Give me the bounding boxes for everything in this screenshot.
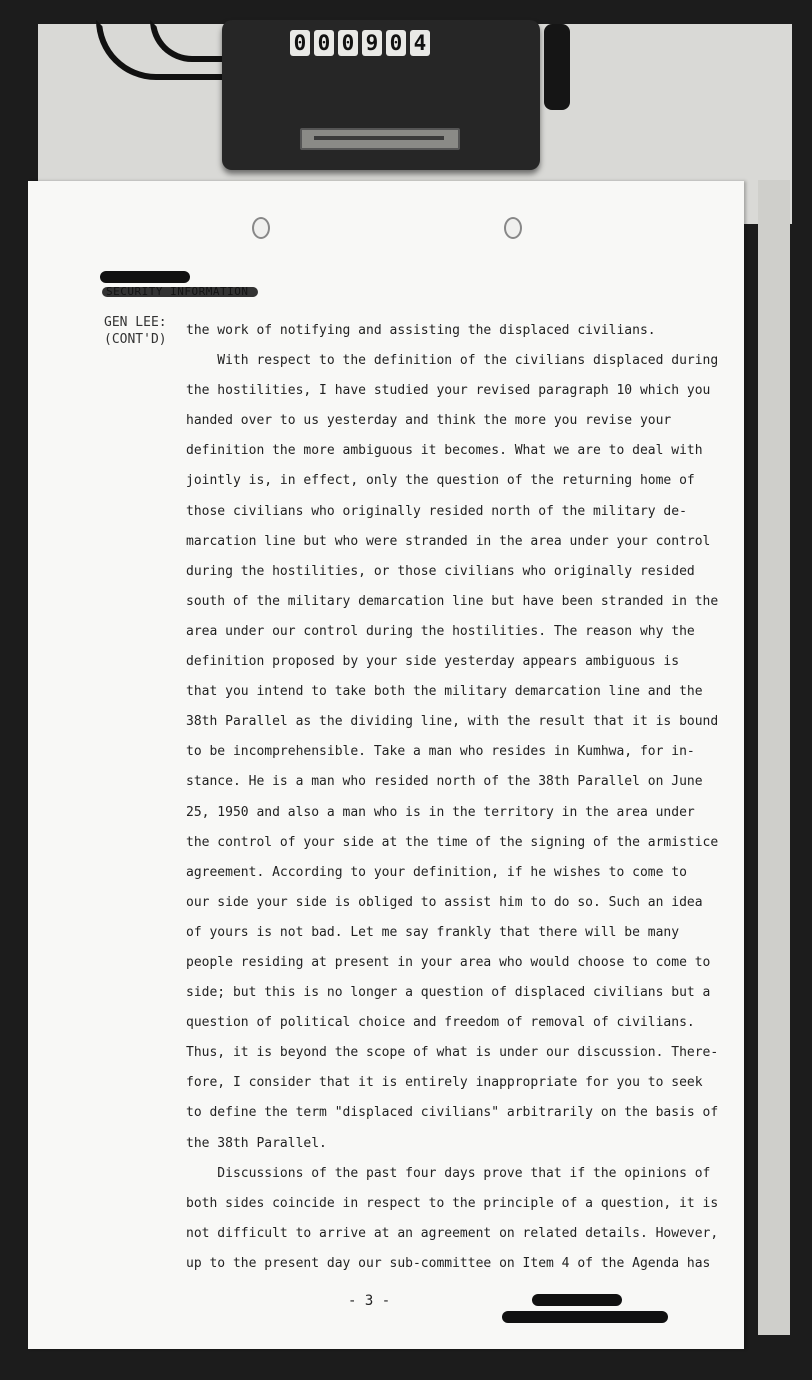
counter-digit: 0 — [314, 30, 334, 56]
speaker-label: GEN LEE: (CONT'D) — [104, 315, 167, 347]
redaction-bar-bottom — [532, 1294, 622, 1306]
text-line: the work of notifying and assisting the displaced civilians. — [186, 323, 656, 338]
counter-digit: 0 — [386, 30, 406, 56]
text-line: to define the term "displaced civilians" arbitrarily on the basis of — [186, 1105, 719, 1121]
counter-digit: 0 — [290, 30, 310, 56]
text-line: Thus, it is beyond the scope of what is under our discussion. There- — [186, 1045, 719, 1061]
punch-hole-right — [504, 217, 522, 239]
text-line: up to the present day our sub-committee on Item 4 of the Agenda has — [186, 1255, 711, 1271]
text-line: stance. He is a man who resided north of the 38th Parallel on June — [186, 774, 703, 790]
text-line: jointly is, in effect, only the question of the returning home of — [186, 473, 695, 489]
text-line: during the hostilities, or those civilians who originally resided — [186, 563, 695, 579]
counter-knob — [544, 24, 570, 110]
counter-digit: 9 — [362, 30, 382, 56]
redaction-bar-bottom-2 — [502, 1311, 668, 1323]
text-line: question of political choice and freedom of removal of civilians. — [186, 1015, 695, 1031]
text-line: the control of your side at the time of the signing of the armistice — [186, 834, 719, 850]
microfilm-backplate-edge — [758, 180, 790, 1335]
text-line: of yours is not bad. Let me say frankly that there will be many — [186, 924, 680, 940]
text-line: people residing at present in your area who would choose to come to — [186, 954, 711, 970]
text-line: Discussions of the past four days prove that if the opinions of — [186, 1165, 711, 1181]
counter-digit: 0 — [338, 30, 358, 56]
text-line: 38th Parallel as the dividing line, with the result that it is bound — [186, 714, 719, 730]
text-line: marcation line but who were stranded in the area under your control — [186, 533, 711, 549]
text-line: area under our control during the hostilities. The reason why the — [186, 623, 695, 639]
document-page — [28, 181, 744, 1349]
text-line: definition proposed by your side yesterday appears ambiguous is — [186, 654, 680, 670]
text-line: south of the military demarcation line but have been stranded in the — [186, 593, 719, 609]
text-line: definition the more ambiguous it becomes. What we are to deal with — [186, 443, 703, 459]
text-line: agreement. According to your definition, if he wishes to come to — [186, 864, 687, 880]
text-line: 25, 1950 and also a man who is in the territory in the area under — [186, 804, 695, 820]
counter-plate — [300, 128, 460, 150]
punch-hole-left — [252, 217, 270, 239]
text-line: With respect to the definition of the civilians displaced during — [186, 353, 719, 369]
text-line: the hostilities, I have studied your revised paragraph 10 which you — [186, 383, 711, 399]
text-line: side; but this is no longer a question of displaced civilians but a — [186, 985, 711, 1001]
page-number: - 3 - — [348, 1293, 391, 1309]
counter-digit: 4 — [410, 30, 430, 56]
text-line: fore, I consider that it is entirely inappropriate for you to seek — [186, 1075, 703, 1091]
redaction-bar-security — [102, 287, 258, 297]
text-line: handed over to us yesterday and think the more you revise your — [186, 413, 672, 429]
text-line: both sides coincide in respect to the principle of a question, it is — [186, 1195, 719, 1211]
text-line: not difficult to arrive at an agreement on related details. However, — [186, 1225, 719, 1241]
text-line: our side your side is obliged to assist him to do so. Such an idea — [186, 894, 703, 910]
text-line: the 38th Parallel. — [186, 1135, 327, 1151]
text-line: those civilians who originally resided north of the military de- — [186, 503, 687, 519]
text-line: that you intend to take both the military demarcation line and the — [186, 684, 703, 700]
redaction-bar-top — [100, 271, 190, 283]
text-line: to be incomprehensible. Take a man who resides in Kumhwa, for in- — [186, 744, 695, 760]
frame-counter-digits — [290, 30, 430, 56]
transcript-body — [186, 316, 719, 1279]
